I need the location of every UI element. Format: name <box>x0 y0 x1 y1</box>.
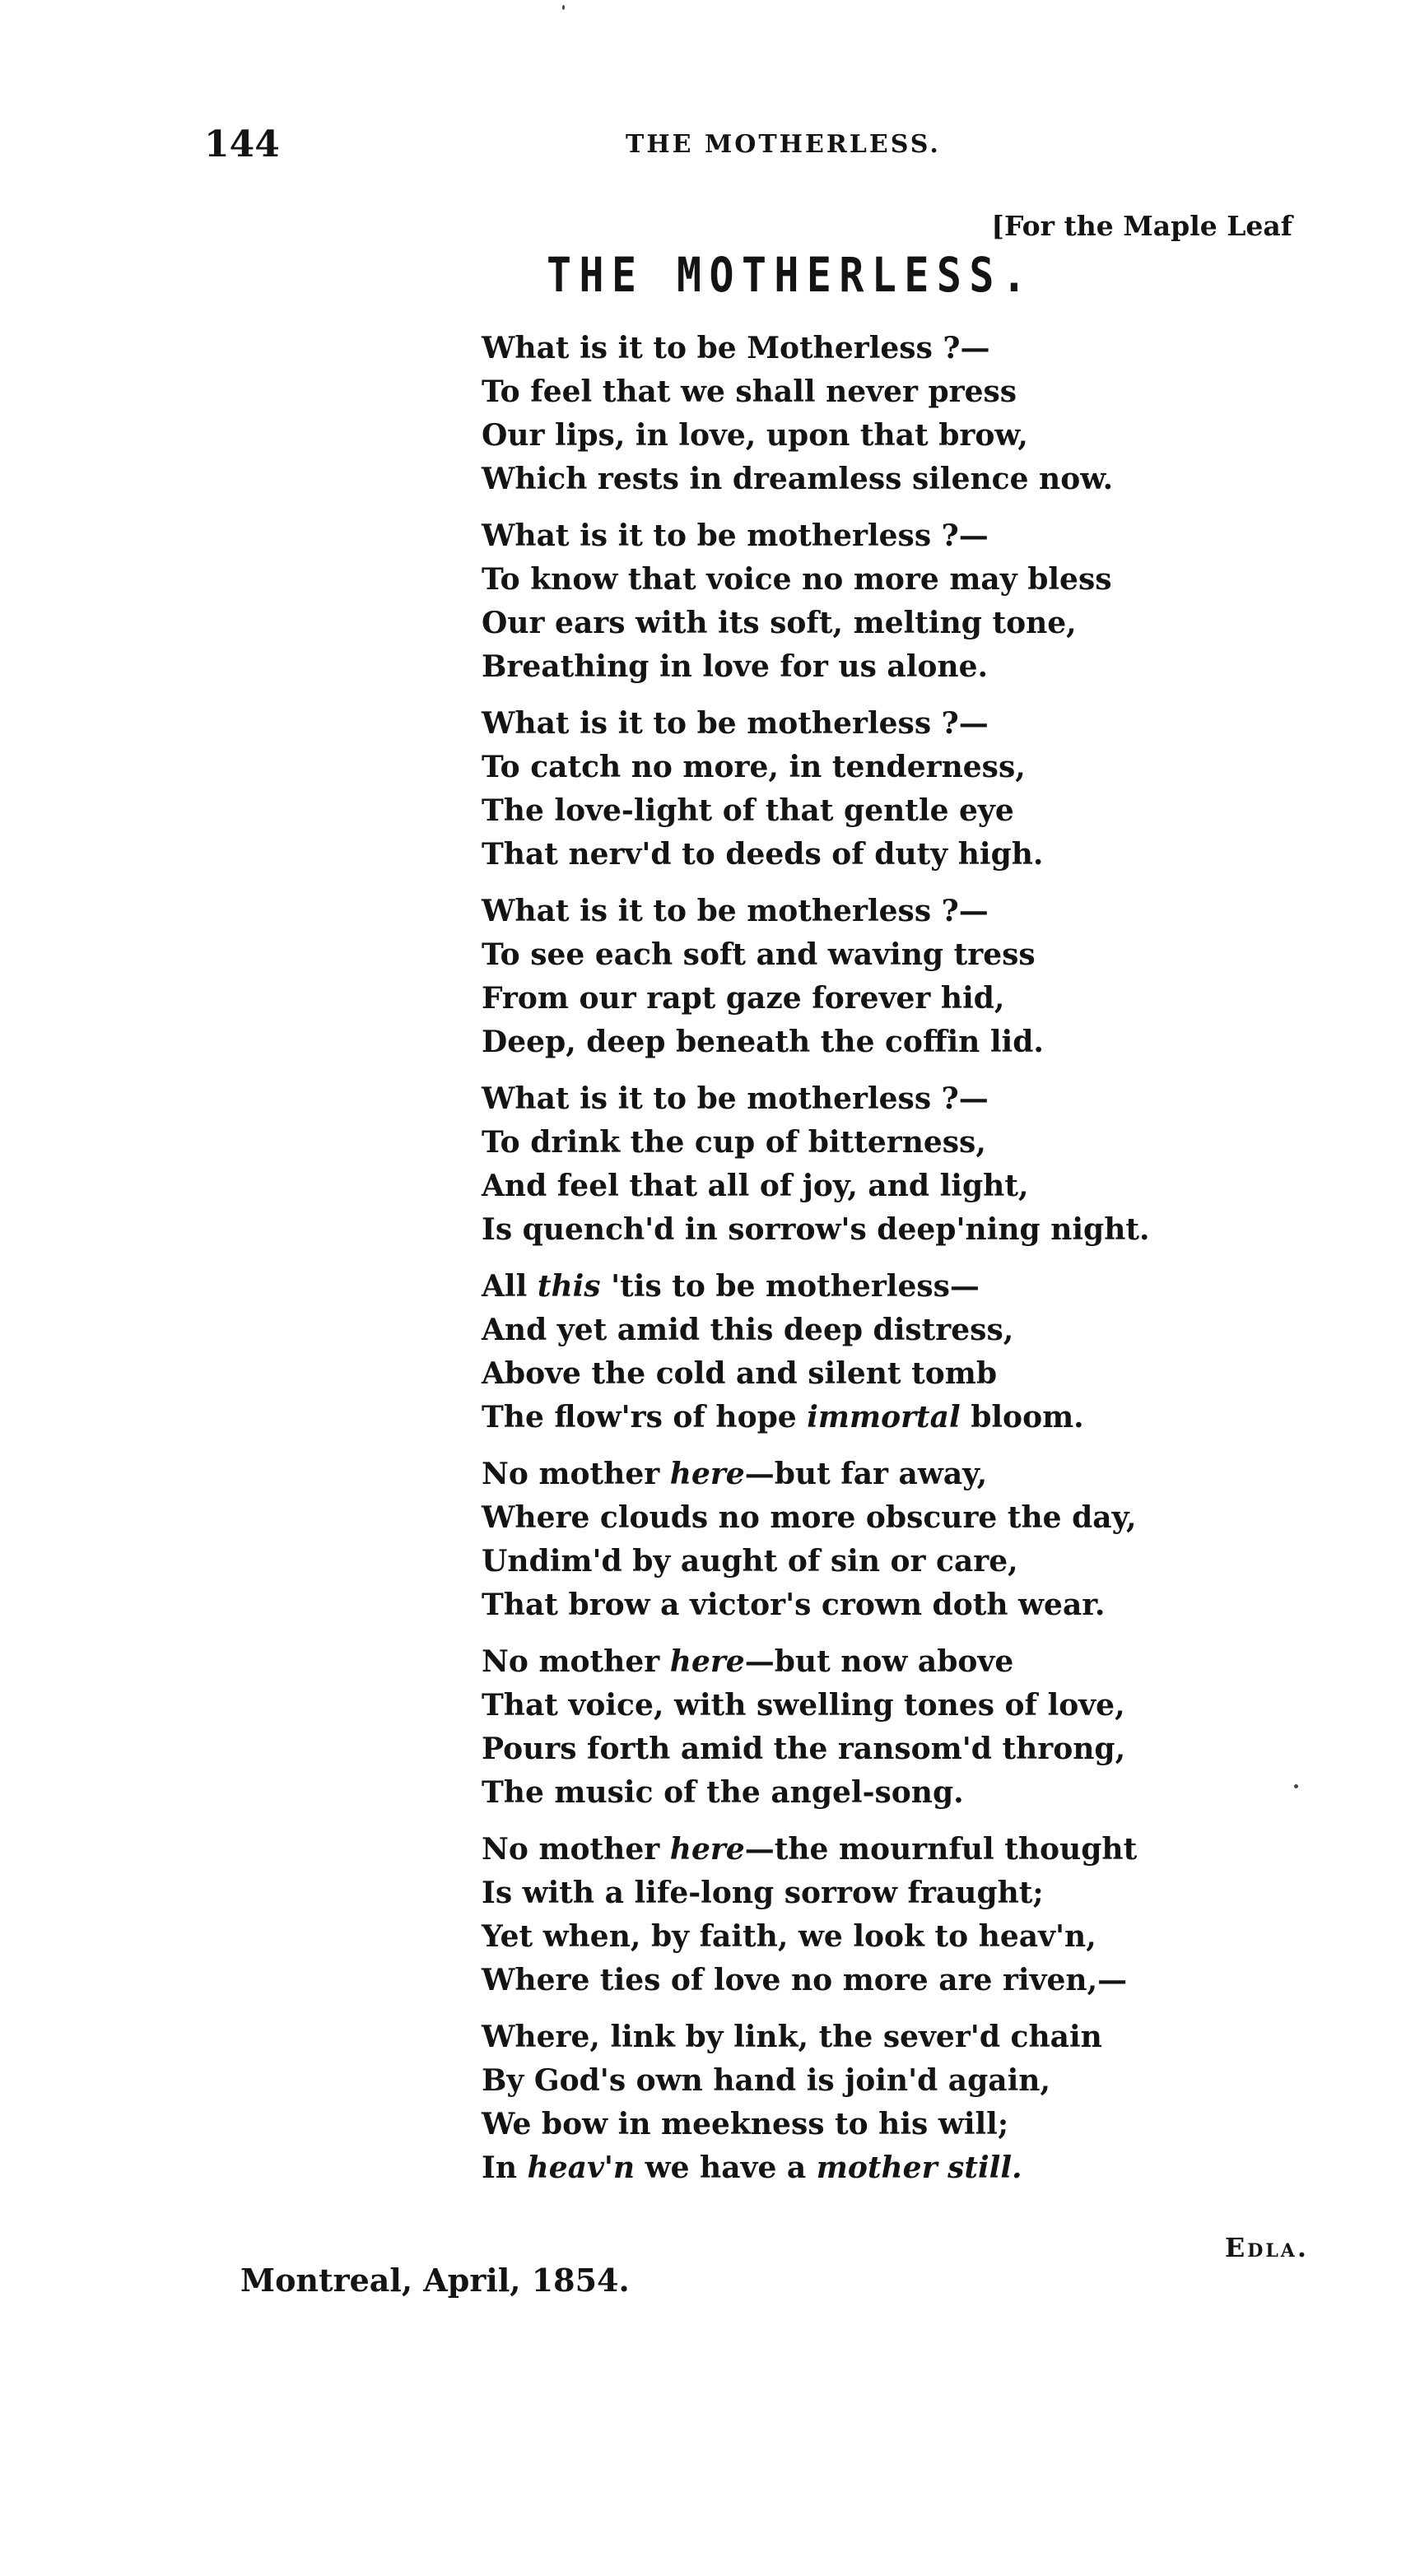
poem-line: Which rests in dreamless silence now. <box>482 462 1114 496</box>
poem-body <box>482 327 1305 2203</box>
poem-line: Where ties of love no more are riven,— <box>482 1963 1128 1997</box>
poem-line: No mother here—but far away, <box>482 1457 988 1491</box>
poem-line: Our ears with its soft, melting tone, <box>482 606 1077 640</box>
poem-line: The flow'rs of hope immortal bloom. <box>482 1400 1084 1434</box>
poem-line: Where clouds no more obscure the day, <box>482 1500 1137 1535</box>
stanza <box>482 2016 1305 2190</box>
poem-line: That voice, with swelling tones of love, <box>482 1688 1125 1723</box>
print-speck <box>562 5 565 10</box>
poem-line: To catch no more, in tenderness, <box>482 750 1026 784</box>
stanza <box>482 1828 1305 2002</box>
poem-line: To know that voice no more may bless <box>482 562 1112 597</box>
author-signature: Edla. <box>1224 2232 1309 2263</box>
poem-line: Is quench'd in sorrow's deep'ning night. <box>482 1212 1150 1247</box>
poem-line: Is with a life-long sorrow fraught; <box>482 1876 1044 1910</box>
running-head <box>0 123 1420 173</box>
running-title: THE MOTHERLESS. <box>626 130 941 159</box>
dateline: Montreal, April, 1854. <box>240 2262 630 2299</box>
poem-line: To feel that we shall never press <box>482 374 1017 409</box>
poem-line: To see each soft and waving tress <box>482 937 1036 972</box>
poem-line: And yet amid this deep distress, <box>482 1313 1014 1347</box>
poem-line: By God's own hand is join'd again, <box>482 2063 1051 2098</box>
stanza <box>482 327 1305 501</box>
poem-line: In heav'n we have a mother still. <box>482 2151 1022 2185</box>
poem-line: All this 'tis to be motherless— <box>482 1269 980 1304</box>
poem-line: The music of the angel-song. <box>482 1775 964 1810</box>
poem-line: And feel that all of joy, and light, <box>482 1169 1029 1203</box>
poem-title: THE MOTHERLESS. <box>547 247 1035 303</box>
stanza <box>482 1265 1305 1439</box>
poem-line: Our lips, in love, upon that brow, <box>482 418 1028 453</box>
poem-line: The love-light of that gentle eye <box>482 793 1014 828</box>
poem-line: To drink the cup of bitterness, <box>482 1125 986 1160</box>
source-note: [For the Maple Leaf <box>991 210 1292 242</box>
print-speck <box>1294 1784 1298 1788</box>
poem-line: Where, link by link, the sever'd chain <box>482 2020 1102 2054</box>
poem-line: That brow a victor's crown doth wear. <box>482 1588 1106 1622</box>
poem-line: What is it to be motherless ?— <box>482 518 989 553</box>
poem-line: We bow in meekness to his will; <box>482 2107 1009 2141</box>
poem-line: No mother here—the mournful thought <box>482 1832 1138 1867</box>
poem-line: What is it to be motherless ?— <box>482 1081 989 1116</box>
poem-line: Breathing in love for us alone. <box>482 649 989 684</box>
stanza <box>482 514 1305 689</box>
poem-line: From our rapt gaze forever hid, <box>482 981 1005 1016</box>
stanza <box>482 702 1305 876</box>
poem-line: Deep, deep beneath the coffin lid. <box>482 1025 1044 1059</box>
stanza <box>482 890 1305 1064</box>
poem-line: Above the cold and silent tomb <box>482 1356 997 1391</box>
stanza <box>482 1453 1305 1627</box>
poem-line: What is it to be Motherless ?— <box>482 331 990 365</box>
poem-line: Yet when, by faith, we look to heav'n, <box>482 1919 1096 1954</box>
stanza <box>482 1640 1305 1815</box>
poem-line: Undim'd by aught of sin or care, <box>482 1544 1018 1579</box>
page-number: 144 <box>204 123 280 165</box>
poem-line: What is it to be motherless ?— <box>482 894 989 928</box>
poem-line: What is it to be motherless ?— <box>482 706 989 741</box>
poem-line: No mother here—but now above <box>482 1644 1014 1679</box>
poem-line: Pours forth amid the ransom'd throng, <box>482 1732 1126 1766</box>
poem-line: That nerv'd to deeds of duty high. <box>482 837 1044 872</box>
stanza <box>482 1077 1305 1252</box>
